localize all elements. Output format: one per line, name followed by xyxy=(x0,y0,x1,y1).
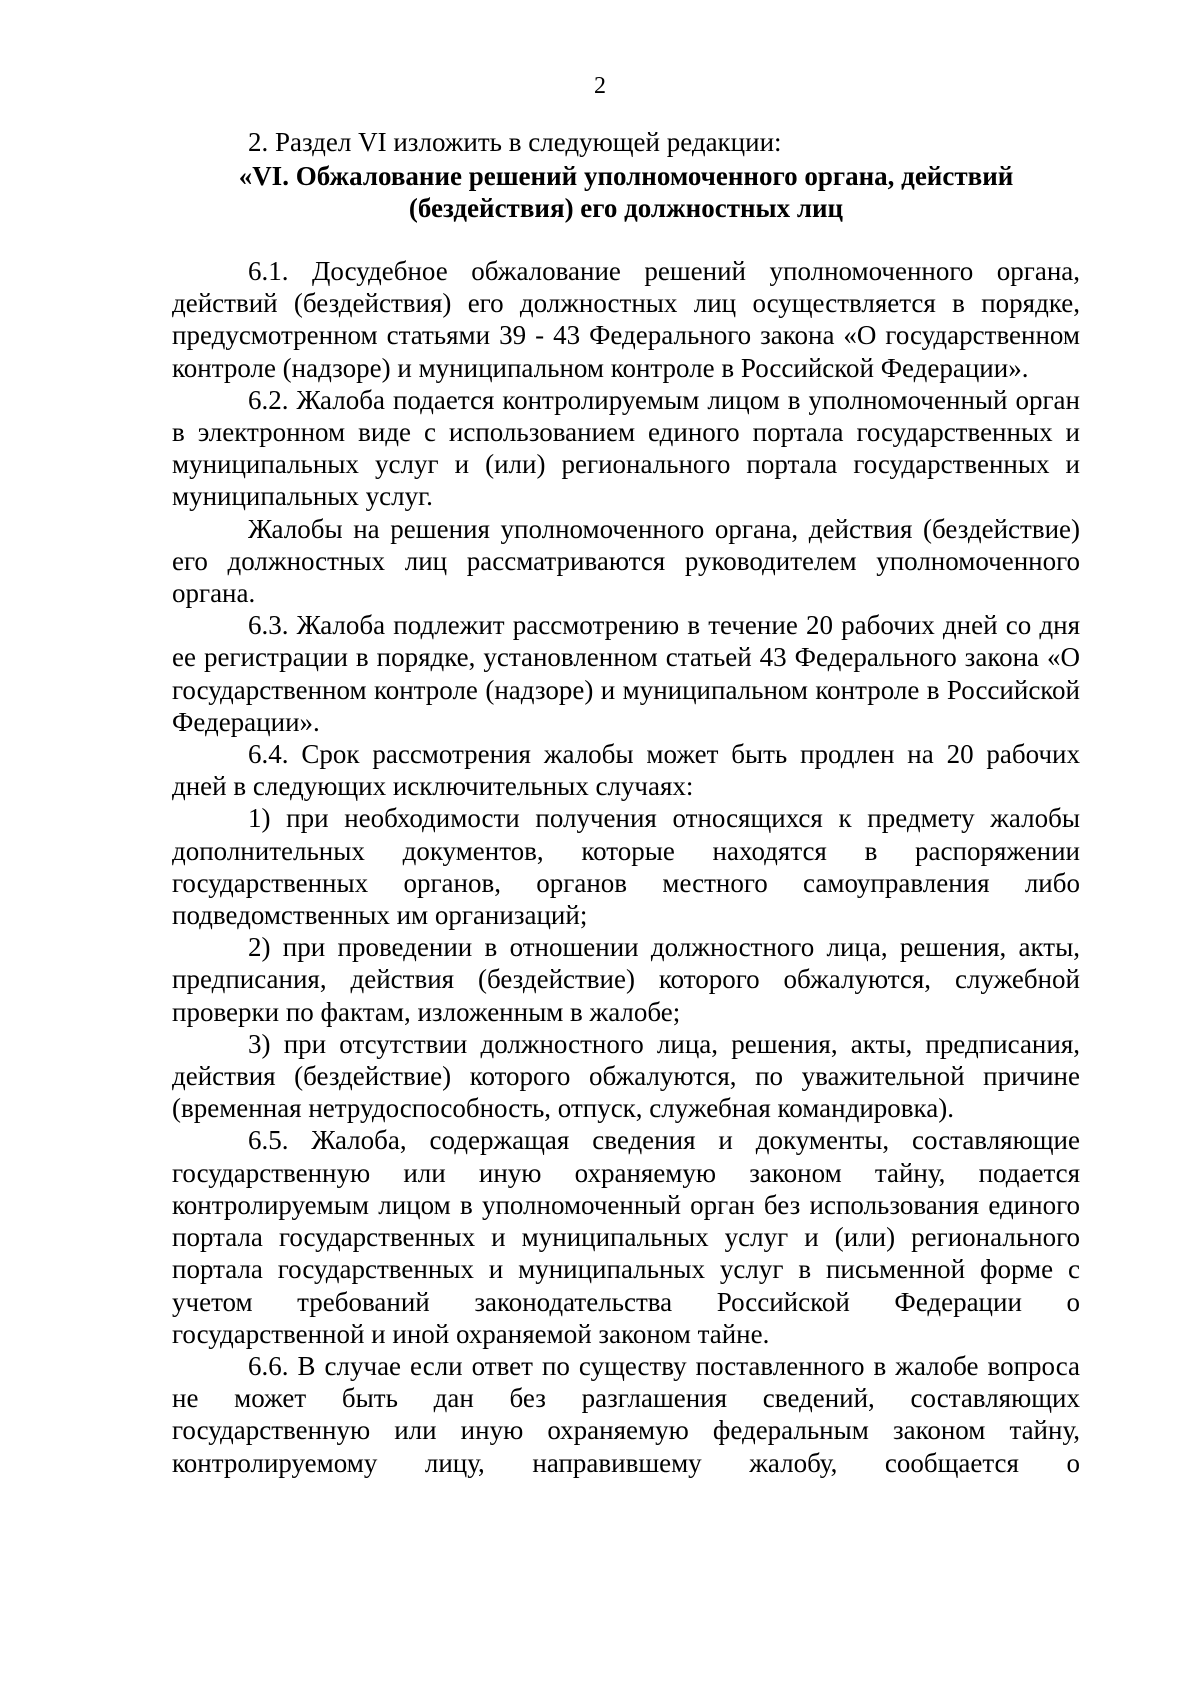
list-item-3: 3) при отсутствии должностного лица, решения, акты, предписания, действия (бездействие) которого обжалуются, по уважительной причине (временная нетрудоспособность, отпуск, служебная командировка). xyxy=(172,1028,1080,1124)
amendment-intro: 2. Раздел VI изложить в следующей редакции: xyxy=(248,127,782,157)
paragraph-6-5: 6.5. Жалоба, содержащая сведения и документы, составляющие государственную или иную охраняемую законом тайну, подается контролируемым лицом в уполномоченный орган без использования единого портала государственных и муниципальных услуг и (или) регионального портала государственных и муниципальных услуг в письменной форме с учетом требований законодательства Российской Федерации о государственной и иной охраняемой законом тайне. xyxy=(172,1125,1080,1349)
section-heading-line-2: (бездействия) его должностных лиц xyxy=(408,193,844,223)
section-heading xyxy=(172,160,1080,224)
list-item-2: 2) при проведении в отношении должностного лица, решения, акты, предписания, действия (бездействие) которого обжалуются, служебной проверки по фактам, изложенным в жалобе; xyxy=(172,932,1080,1027)
paragraph-6-3: 6.3. Жалоба подлежит рассмотрению в течение 20 рабочих дней со дня ее регистрации в порядке, установленном статьей 43 Федерального закона «О государственном контроле (надзоре) и муниципальном контроле в Российской Федерации». xyxy=(172,610,1080,737)
paragraph-6-2: 6.2. Жалоба подается контролируемым лицом в уполномоченный орган в электронном виде с использованием единого портала государственных и муниципальных услуг и (или) регионального портала государственных и муниципальных услуг. xyxy=(172,384,1080,512)
paragraph-6-4: 6.4. Срок рассмотрения жалобы может быть продлен на 20 рабочих дней в следующих исключительных случаях: xyxy=(172,739,1080,802)
page-number: 2 xyxy=(594,73,606,99)
paragraph-6-2-complaints: Жалобы на решения уполномоченного органа, действия (бездействие) его должностных лиц рассматриваются руководителем уполномоченного органа. xyxy=(172,513,1080,609)
section-heading-line-1: «VI. Обжалование решений уполномоченного органа, действий xyxy=(238,161,1014,191)
document-body xyxy=(172,255,1080,1479)
list-item-1: 1) при необходимости получения относящихся к предмету жалобы дополнительных документов, которые находятся в распоряжении государственных органов, органов местного самоуправления либо подведомственных им организаций; xyxy=(172,803,1080,931)
paragraph-6-1: 6.1. Досудебное обжалование решений уполномоченного органа, действий (бездействия) его должностных лиц осуществляется в порядке, предусмотренном статьями 39 - 43 Федерального закона «О государственном контроле (надзоре) и муниципальном контроле в Российской Федерации». xyxy=(172,256,1080,383)
paragraph-6-6: 6.6. В случае если ответ по существу поставленного в жалобе вопроса не может быть дан без разглашения сведений, составляющих государственную или иную охраняемую федеральным законом тайну, контролируемому лицу, направившему жалобу, сообщается о xyxy=(172,1350,1080,1478)
